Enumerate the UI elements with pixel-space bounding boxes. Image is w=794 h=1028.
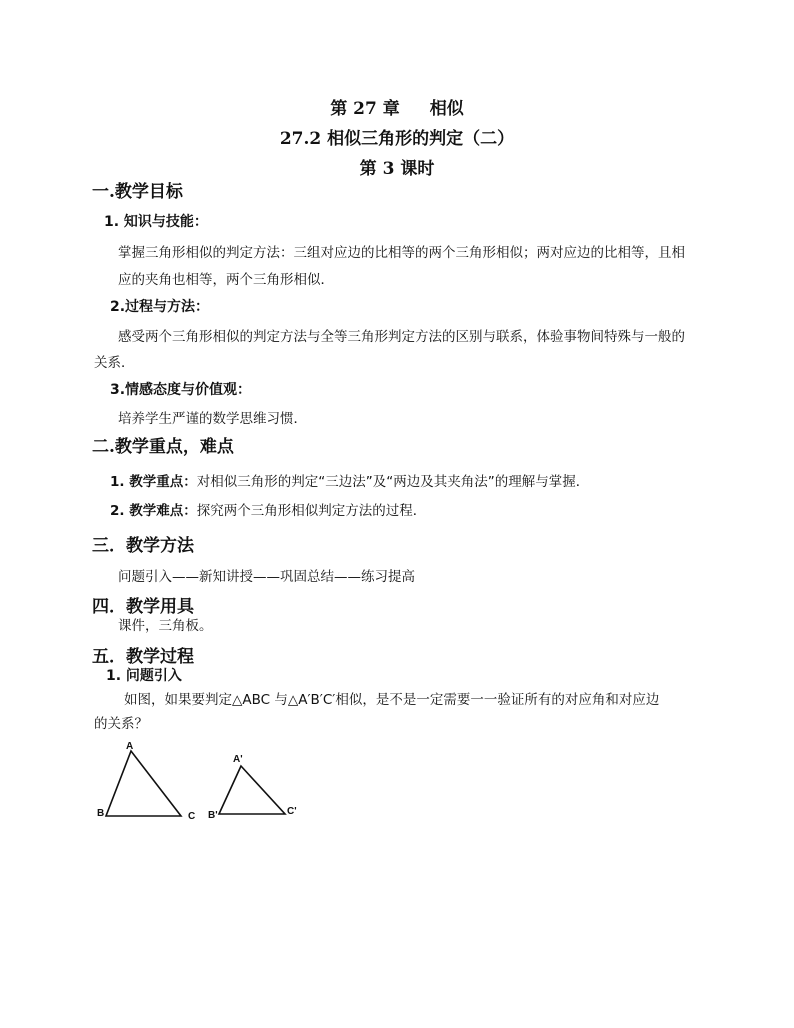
paragraph-process-1: 感受两个三角形相似的判定方法与全等三角形判定方法的区别与联系，体验事物间特殊与一般的 [118, 329, 685, 345]
label-a: A [126, 741, 134, 752]
paragraph-process-2: 关系． [94, 355, 135, 371]
subheading-process-method: 2.过程与方法： [110, 299, 210, 315]
label-c-prime: C' [287, 806, 297, 817]
heading-teaching-method: 三．教学方法 [92, 536, 194, 556]
label-b-prime: B' [208, 810, 218, 821]
heading-teaching-process: 五．教学过程 [92, 647, 194, 667]
paragraph-teaching-tools: 课件，三角板。 [118, 618, 213, 634]
key-point-label: 1. 教学重点： [110, 474, 197, 490]
difficulty-text: 探究两个三角形相似判定方法的过程． [196, 503, 427, 519]
label-b: B [97, 808, 105, 819]
subheading-knowledge-skills: 1. 知识与技能： [104, 214, 208, 230]
paragraph-attitude: 培养学生严谨的数学思维习惯． [118, 411, 307, 427]
triangle-abc [106, 751, 181, 816]
key-point-text: 对相似三角形的判定“三边法”及“两边及其夹角法”的理解与掌握． [196, 474, 590, 490]
difficulty-label: 2. 教学难点： [110, 503, 197, 519]
label-c: C [188, 811, 196, 822]
paragraph-teaching-method: 问题引入——新知讲授——巩固总结——练习提高 [118, 569, 415, 585]
heading-teaching-tools: 四．教学用具 [92, 597, 194, 617]
subheading-attitude-values: 3.情感态度与价值观： [110, 382, 252, 398]
paragraph-knowledge-1: 掌握三角形相似的判定方法：三组对应边的比相等的两个三角形相似；两对应边的比相等，且相 [118, 245, 685, 261]
label-a-prime: A' [233, 754, 243, 765]
heading-key-points: 二.教学重点，难点 [92, 437, 234, 457]
paragraph-knowledge-2: 应的夹角也相等，两个三角形相似． [118, 272, 334, 288]
section-title: 27.2 相似三角形的判定（二） [279, 129, 515, 149]
paragraph-problem-2: 的关系？ [94, 716, 148, 732]
lesson-title: 第 3 课时 [359, 159, 435, 179]
subheading-problem-intro: 1. 问题引入 [106, 668, 182, 684]
triangle-a2b2c2 [219, 766, 285, 814]
chapter-number: 第 27 章 [330, 99, 400, 119]
heading-teaching-goals: 一.教学目标 [92, 182, 183, 202]
paragraph-problem-1: 如图，如果要判定△ABC 与△A′B′C′相似，是不是一定需要一一验证所有的对应角和对应边 [124, 692, 660, 708]
chapter-name: 相似 [429, 99, 464, 119]
